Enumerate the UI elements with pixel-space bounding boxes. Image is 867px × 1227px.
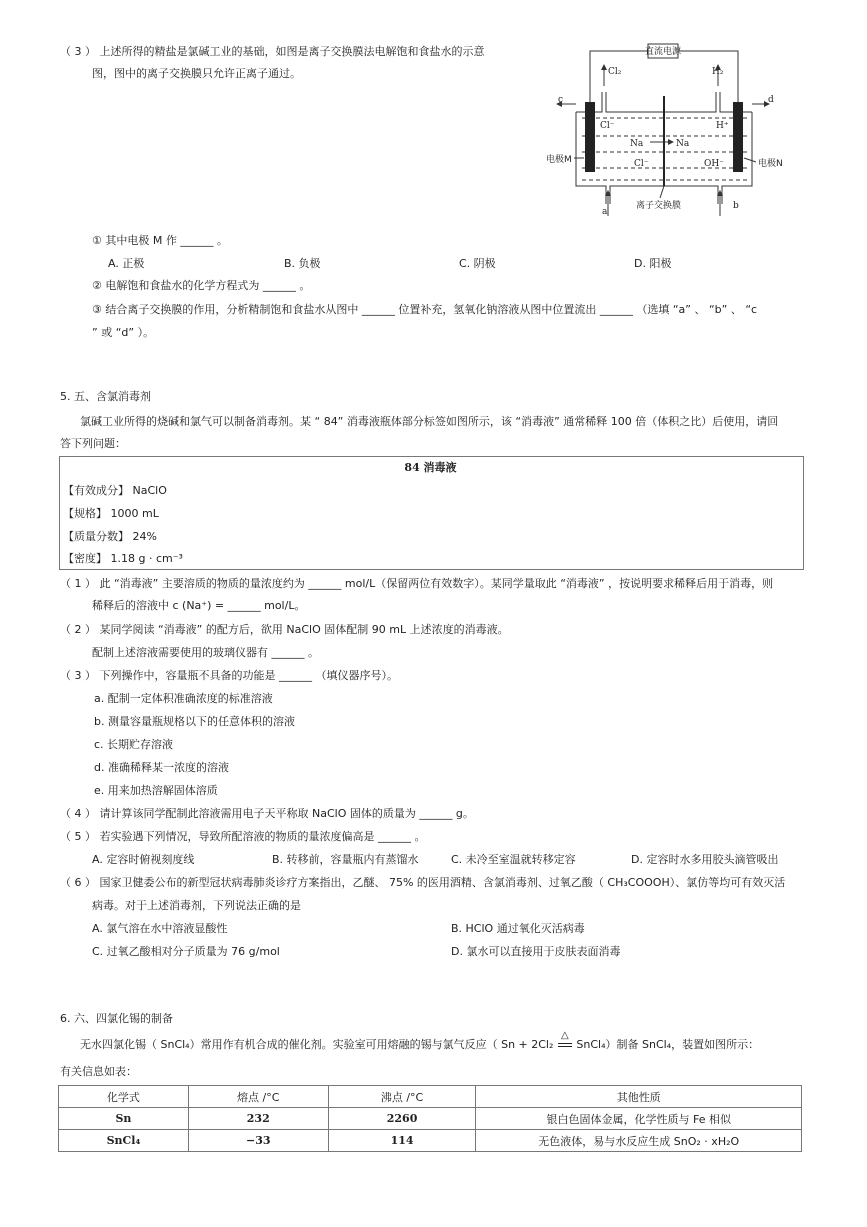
s5-q3-item-d: d. 准确稀释某一浓度的溶液 — [94, 761, 229, 774]
s5-q6-line1: （ 6 ） 国家卫健委公布的新型冠状病毒肺炎诊疗方案指出，乙醚、 75% 的医用酒精、含氯消毒剂、过氧乙酸（ CH₃COOOH）、氯仿等均可有效灭活 — [60, 876, 786, 889]
cl-bottom-label: Cl⁻ — [634, 159, 649, 169]
label-title: 84 消毒液 — [404, 461, 457, 474]
table-header-cell: 其他性质 — [476, 1086, 802, 1108]
table-header-cell: 熔点 /°C — [188, 1086, 328, 1108]
s5-q1-line1: （ 1 ） 此 “消毒液” 主要溶质的物质的量浓度约为 ______ mol/L（保留两位有效数字）。某同学量取此 “消毒液” ，按说明要求稀释后用于消毒，则 — [60, 577, 774, 590]
q3-sub2: ② 电解饱和食盐水的化学方程式为 ______ 。 — [92, 279, 311, 292]
q3-option-b: B. 负极 — [284, 257, 321, 270]
power-label: 直流电源 — [644, 47, 682, 57]
s5-q2-line1: （ 2 ） 某同学阅读 “消毒液” 的配方后，欲用 NaClO 固体配制 90 mL 上述浓度的消毒液。 — [60, 623, 509, 636]
membrane-label: 离子交换膜 — [636, 201, 682, 211]
electrode-m-label: 电极M — [546, 155, 572, 165]
cl-top-label: Cl⁻ — [600, 121, 615, 131]
s5-q6-option-c: C. 过氧乙酸相对分子质量为 76 g/mol — [92, 945, 280, 958]
cl2-label: Cl₂ — [608, 67, 622, 77]
table-cell: SnCl₄ — [59, 1130, 189, 1152]
d-label: d — [768, 95, 774, 105]
h2-label: H₂ — [712, 67, 724, 77]
na-right-label: Na — [676, 139, 690, 149]
label-row-density: 【密度】 1.18 g · cm⁻³ — [63, 552, 183, 565]
q3-sub3-line2: ” 或 “d” ）。 — [92, 326, 155, 339]
electrolysis-diagram — [546, 40, 822, 220]
table-cell: Sn — [59, 1108, 189, 1130]
s5-q2-line2: 配制上述溶液需要使用的玻璃仪器有 ______ 。 — [92, 646, 319, 659]
table-cell: 232 — [188, 1108, 328, 1130]
q3-sub3-line1: ③ 结合离子交换膜的作用，分析精制饱和食盐水从图中 ______ 位置补充，氢氧化钠溶液从图中位置流出 ______ （选填 “a” 、 “b” 、 “c — [92, 303, 758, 316]
s5-q5-option-c: C. 未冷至室温就转移定容 — [451, 853, 576, 866]
s5-intro1: 氯碱工业所得的烧碱和氯气可以制备消毒剂。某 “ 84” 消毒液瓶体部分标签如图所示，该 “消毒液” 通常稀释 100 倍（体积之比）后使用，请回 — [80, 415, 779, 428]
q3-sub1: ① 其中电极 M 作 ______ 。 — [92, 234, 228, 247]
s6-intro1-part-b: SnCl₄）制备 SnCl₄，装置如图所示： — [576, 1038, 760, 1051]
s5-intro2: 答下列问题： — [60, 437, 126, 450]
oh-label: OH⁻ — [704, 159, 724, 169]
s5-q6-option-a: A. 氯气溶在水中溶液显酸性 — [92, 922, 228, 935]
table-header-cell: 沸点 /°C — [328, 1086, 476, 1108]
table-cell: 114 — [328, 1130, 476, 1152]
s5-q4-line: （ 4 ） 请计算该同学配制此溶液需用电子天平称取 NaClO 固体的质量为 ______ g。 — [60, 807, 474, 820]
table-cell: −33 — [188, 1130, 328, 1152]
s6-intro1-part-a: 无水四氯化锡（ SnCl₄）常用作有机合成的催化剂。实验室可用熔融的锡与氯气反应（ Sn + 2Cl₂ — [80, 1038, 554, 1051]
electrode-n-label: 电极N — [758, 159, 783, 169]
na-left-label: Na — [630, 139, 644, 149]
delta-sign: △ — [561, 1030, 569, 1041]
s6-heading: 6. 六、四氯化锡的制备 — [60, 1012, 173, 1025]
c-label: c — [558, 95, 564, 105]
s5-q6-line2: 病毒。对于上述消毒剂，下列说法正确的是 — [92, 899, 301, 912]
h-plus-label: H⁺ — [716, 121, 729, 131]
table-row — [59, 1108, 802, 1130]
table-cell: 2260 — [328, 1108, 476, 1130]
s5-q3-item-c: c. 长期贮存溶液 — [94, 738, 174, 751]
s5-q3-item-b: b. 测量容量瓶规格以下的任意体积的溶液 — [94, 715, 295, 728]
q3-option-c: C. 阴极 — [459, 257, 496, 270]
s5-q5-option-a: A. 定容时俯视刻度线 — [92, 853, 195, 866]
s5-q6-option-b: B. HClO 通过氧化灭活病毒 — [451, 922, 585, 935]
electrode-m-bar — [585, 102, 595, 172]
s5-q5-option-b: B. 转移前，容量瓶内有蒸馏水 — [272, 853, 419, 866]
q3-line2: 图，图中的离子交换膜只允许正离子通过。 — [92, 67, 301, 80]
reaction-arrow — [557, 1030, 573, 1053]
s5-q5-line: （ 5 ） 若实验遇下列情况，导致所配溶液的物质的量浓度偏高是 ______ 。 — [60, 830, 426, 843]
s5-q3-item-e: e. 用来加热溶解固体溶质 — [94, 784, 218, 797]
electrode-n-bar — [733, 102, 743, 172]
table-header-row — [59, 1086, 802, 1108]
s6-intro2: 有关信息如表： — [60, 1065, 137, 1078]
label-row-ingredient: 【有效成分】 NaClO — [63, 484, 167, 497]
tin-properties-table — [58, 1085, 802, 1152]
table-header-cell: 化学式 — [59, 1086, 189, 1108]
label-row-spec: 【规格】 1000 mL — [63, 507, 159, 520]
s5-heading: 5. 五、含氯消毒剂 — [60, 390, 151, 403]
q3-line1: （ 3 ） 上述所得的精盐是氯碱工业的基础，如图是离子交换膜法电解饱和食盐水的示意 — [60, 45, 485, 58]
s5-q5-option-d: D. 定容时水多用胶头滴管吸出 — [631, 853, 779, 866]
s5-q3-item-a: a. 配制一定体积准确浓度的标准溶液 — [94, 692, 273, 705]
s5-q6-option-d: D. 氯水可以直接用于皮肤表面消毒 — [451, 945, 621, 958]
q3-option-d: D. 阳极 — [634, 257, 672, 270]
b-label: b — [733, 201, 739, 211]
q3-option-a: A. 正极 — [108, 257, 145, 270]
table-cell: 无色液体，易与水反应生成 SnO₂ · xH₂O — [476, 1130, 802, 1152]
label-row-mass-fraction: 【质量分数】 24% — [63, 530, 157, 543]
a-label: a — [602, 207, 608, 217]
s5-q1-line2: 稀释后的溶液中 c (Na⁺) = ______ mol/L。 — [92, 599, 306, 612]
table-row — [59, 1130, 802, 1152]
s6-intro1 — [80, 1030, 760, 1053]
s5-q3-line: （ 3 ） 下列操作中，容量瓶不具备的功能是 ______ （填仪器序号）。 — [60, 669, 398, 682]
table-cell: 银白色固体金属，化学性质与 Fe 相似 — [476, 1108, 802, 1130]
